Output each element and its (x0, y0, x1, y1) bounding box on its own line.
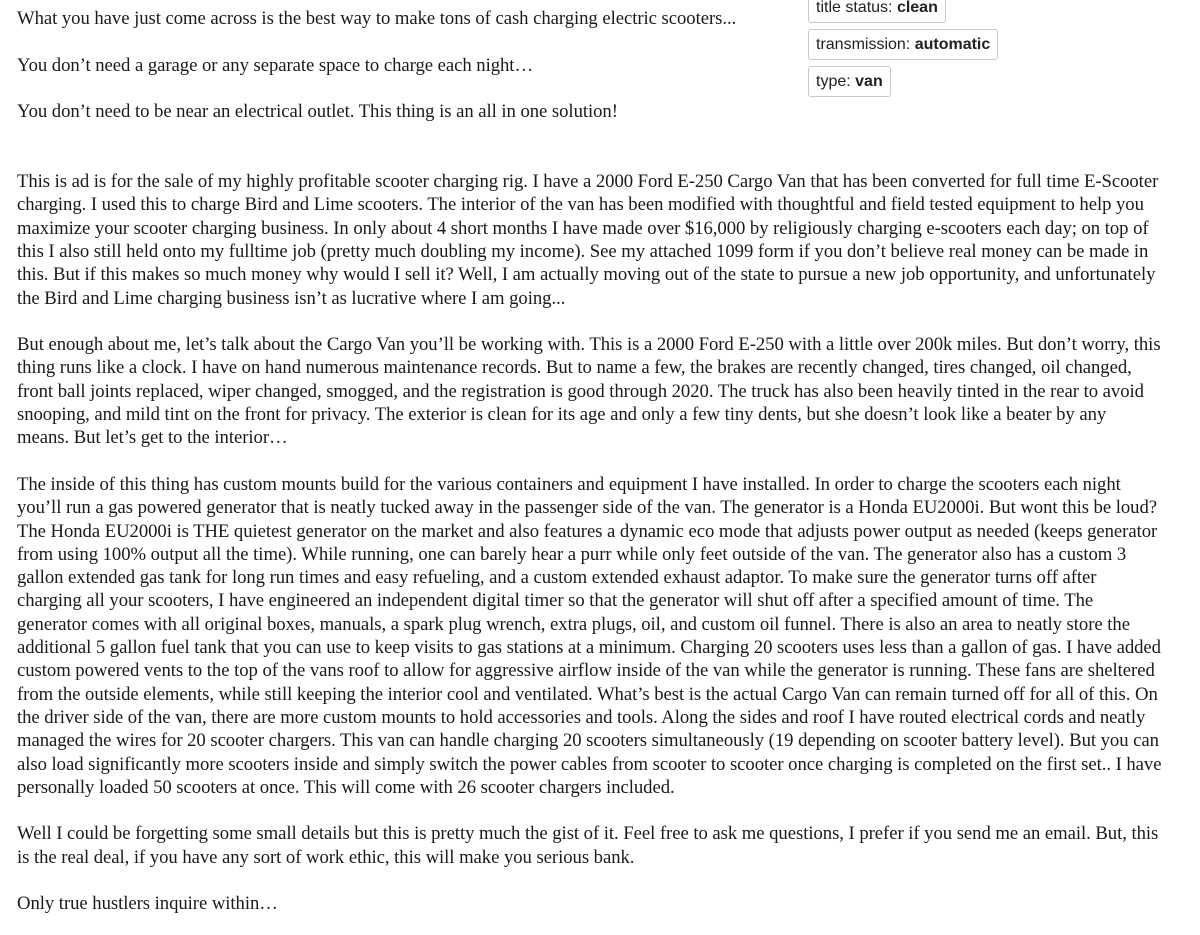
intro-line: You don’t need to be near an electrical outlet. This thing is an all in one solution! (17, 101, 618, 123)
body-paragraph: The inside of this thing has custom mounts build for the various containers and equipment I have installed. In order to charge the scooters each night you’ll run a gas powered generator that is neatly tucked away in the passenger side of the van. The generator is a Honda EU2000i. But wont this be loud? The Honda EU2000i is THE quietest generator on the market and also features a dynamic eco mode that adjusts power output as needed (keeps generator from using 100% output all the time). While running, one can barely hear a purr while only feet outside of the van. The generator also has a custom 3 gallon extended gas tank for long run times and easy refueling, and a custom extended exhaust adaptor. To make sure the generator turns off after charging all your scooters, I have engineered an independent digital timer so that the generator will shut off after a specified amount of time. The generator comes with all original boxes, manuals, a spark plug wrench, extra plugs, oil, and custom oil funnel. There is also an area to neatly store the additional 5 gallon fuel tank that you can use to keep visits to gas stations at a minimum. Charging 20 scooters uses less than a gallon of gas. I have added custom powered vents to the top of the vans roof to allow for aggressive airflow inside of the van while the generator is running. These fans are sheltered from the outside elements, while still keeping the interior cool and ventilated. What’s best is the actual Cargo Van can remain turned off for all of this. On the driver side of the van, there are more custom mounts to hold accessories and tools. Along the sides and roof I have routed electrical cords and neatly managed the wires for 20 scooter chargers. This van can handle charging 20 scooters simultaneously (19 depending on scooter battery level). But you can also load significantly more scooters inside and simply switch the power cables from scooter to scooter once charging is completed on the first set.. I have personally loaded 50 scooters at once. This will come with 26 scooter chargers included. (17, 473, 1162, 798)
closing-line: Only true hustlers inquire within… (17, 893, 278, 915)
intro-line: What you have just come across is the best way to make tons of cash charging electric scooters... (17, 8, 737, 29)
attr-label: title status: (816, 0, 893, 16)
attr-label: type: (816, 73, 851, 90)
attr-value: automatic (914, 36, 991, 53)
attr-value: van (855, 73, 883, 90)
body-paragraph: Well I could be forgetting some small details but this is pretty much the gist of it. Feel free to ask me questions, I prefer if you send me an email. But, this is the real deal, if you have any sort of work ethic, this will make you serious bank. (17, 823, 1159, 868)
attr-label: transmission: (816, 36, 911, 53)
intro-line: You don’t need a garage or any separate space to charge each night… (17, 54, 534, 76)
body-paragraph: This is ad is for the sale of my highly profitable scooter charging rig. I have a 2000 Ford E-250 Cargo Van that has been converted for full time E-Scooter charging. I used this to charge Bird and Lime scooters. The interior of the van has been modified with thoughtful and field tested equipment to help you maximize your scooter charging business. In only about 4 short months I have made over $16,000 by religiously charging e-scooters each day; on top of this I also still held onto my fulltime job (pretty much doubling my income). See my attached 1099 form if you don’t believe real money can be made in this. But if this makes so much money why would I sell it? Well, I am actually moving out of the state to pursue a new job opportunity, and unfortunately the Bird and Lime charging business isn’t as lucrative where I am going... (17, 171, 1159, 309)
attr-value: clean (896, 0, 938, 16)
posting-body (17, 7, 1162, 916)
body-paragraph: But enough about me, let’s talk about the Cargo Van you’ll be working with. This is a 2000 Ford E-250 with a little over 200k miles. But don’t worry, this thing runs like a clock. I have on hand numerous maintenance records. But to name a few, the brakes are recently changed, tires changed, oil changed, front ball joints replaced, wiper changed, smogged, and the registration is good through 2020. The truck has also been heavily tinted in the rear to avoid snooping, and mild tint on the front for privacy. The exterior is clean for its age and only a few tiny dents, but she doesn’t look like a beater by any means. But let’s get to the interior… (17, 334, 1161, 449)
